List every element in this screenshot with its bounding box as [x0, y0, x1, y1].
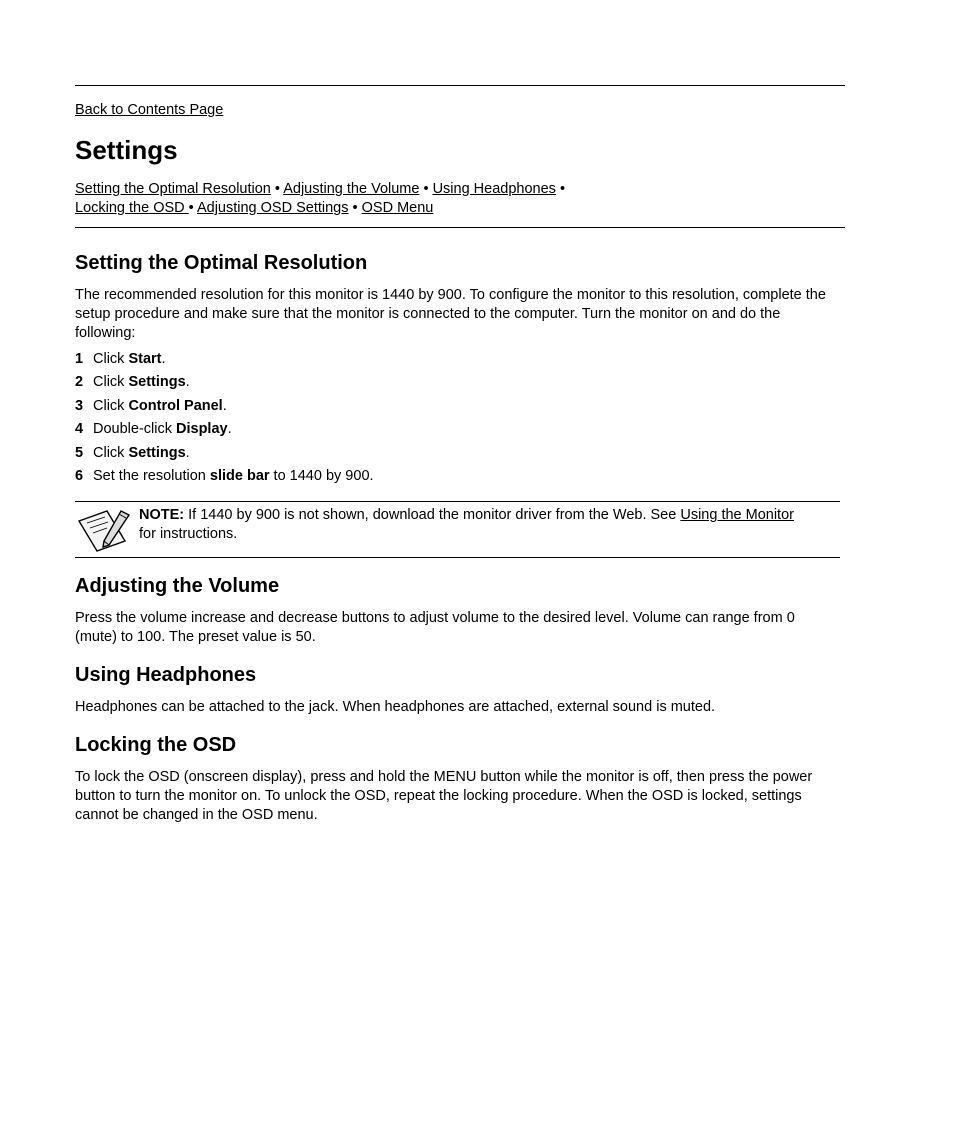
- volume-text: Press the volume increase and decrease buttons to adjust volume to the desired level. Volume can range from 0 (mute) to 100. The preset value is 50.: [75, 610, 795, 645]
- locking-text: To lock the OSD (onscreen display), press and hold the MENU button while the monitor is off, then press the power button to turn the monitor on. To unlock the OSD, repeat the locking procedure. When the OSD is locked, settings cannot be changed in the OSD menu.: [75, 769, 813, 823]
- nav-link-locking-osd[interactable]: Locking the OSD: [75, 200, 189, 216]
- headphones-text: Headphones can be attached to the jack. When headphones are attached, external sound is muted.: [75, 699, 716, 715]
- nav-separator: •: [188, 200, 197, 216]
- nav-link-optimal-resolution[interactable]: Setting the Optimal Resolution: [75, 181, 271, 197]
- nav-link-adjusting-osd-settings[interactable]: Adjusting OSD Settings: [196, 200, 349, 216]
- note-label: NOTE:: [139, 507, 185, 523]
- step-item: 1 Click Start.: [75, 351, 166, 367]
- back-to-contents-link[interactable]: Back to Contents Page: [75, 102, 224, 118]
- nav-divider: [75, 227, 845, 228]
- page-title: Settings: [75, 135, 178, 165]
- note-pencil-icon: [77, 507, 133, 553]
- resolution-steps: [75, 350, 374, 490]
- nav-separator: •: [348, 200, 362, 216]
- nav-separator: •: [419, 181, 433, 197]
- note-text: NOTE: If 1440 by 900 is not shown, download the monitor driver from the Web. See Using the Monitor for instructions.: [139, 507, 794, 542]
- nav-link-adjusting-volume[interactable]: Adjusting the Volume: [283, 181, 420, 197]
- step-item: 3 Click Control Panel.: [75, 397, 227, 414]
- step-item: 2 Click Settings.: [75, 374, 190, 391]
- heading-adjusting-volume: Adjusting the Volume: [75, 575, 280, 597]
- step-item: 5 Click Settings.: [75, 444, 190, 461]
- heading-using-headphones: Using Headphones: [75, 664, 257, 686]
- heading-optimal-resolution: Setting the Optimal Resolution: [75, 252, 368, 274]
- using-the-monitor-link[interactable]: Using the Monitor: [680, 507, 794, 523]
- step-item: 6 Set the resolution slide bar to 1440 by 900.: [75, 467, 374, 484]
- resolution-intro: The recommended resolution for this monitor is 1440 by 900. To configure the monitor to this resolution, complete the setup procedure and make sure that the monitor is connected to the computer. Turn the monitor on and do the following:: [75, 287, 826, 341]
- section-nav: [75, 180, 675, 218]
- note-box: [75, 501, 840, 558]
- top-divider: [75, 85, 845, 86]
- heading-locking-osd: Locking the OSD: [75, 734, 237, 756]
- nav-separator: •: [270, 181, 284, 197]
- nav-separator: •: [555, 181, 566, 197]
- nav-link-osd-menu[interactable]: OSD Menu: [361, 200, 434, 216]
- nav-link-using-headphones[interactable]: Using Headphones: [432, 181, 556, 197]
- step-item: 4 Double-click Display.: [75, 421, 232, 438]
